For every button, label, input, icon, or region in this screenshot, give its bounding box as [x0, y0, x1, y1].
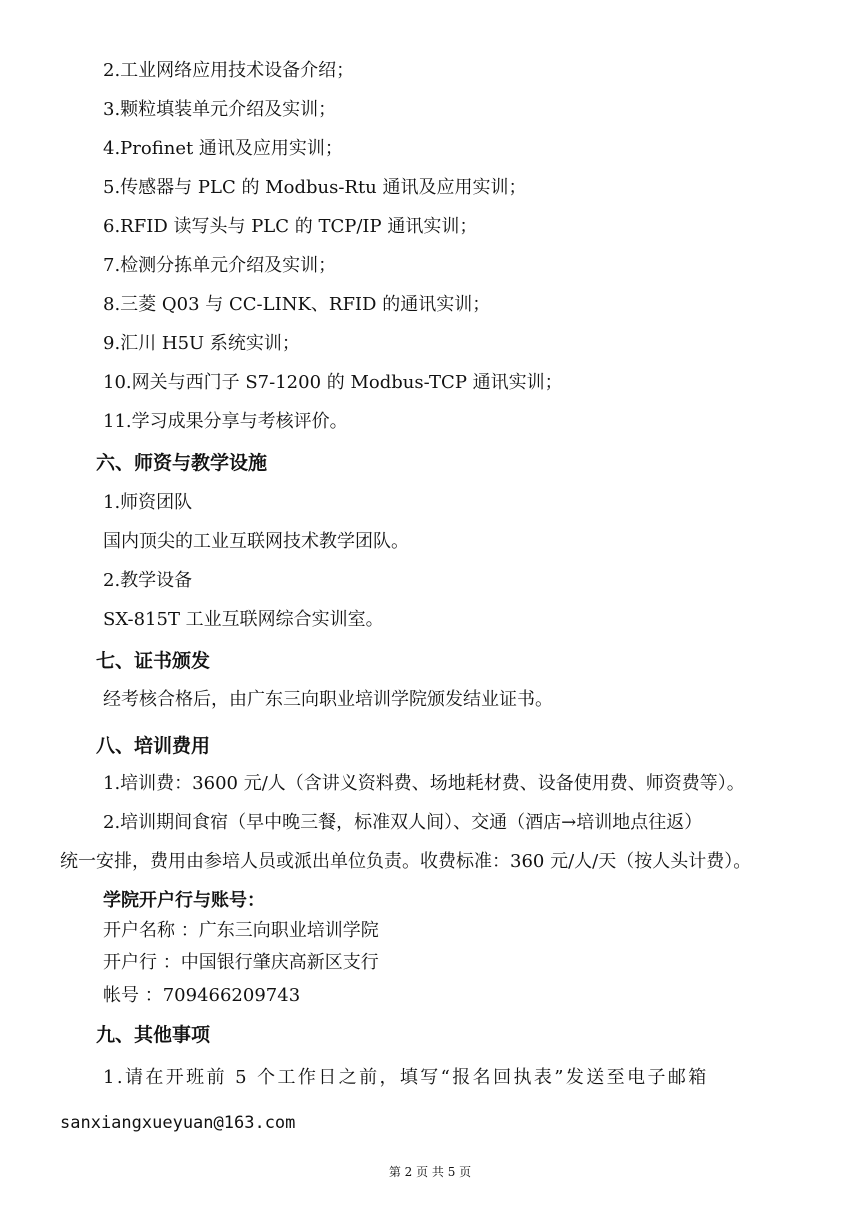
- bank-account-name: 开户名称 ：广东三向职业培训学院: [103, 920, 379, 941]
- section-heading-other: 九、其他事项: [96, 1024, 211, 1046]
- page-number: 第 2 页 共 5 页: [388, 1165, 472, 1179]
- list-item: 3.颗粒填装单元介绍及实训；: [103, 99, 337, 120]
- paragraph: 国内顶尖的工业互联网技术教学团队。: [103, 531, 409, 552]
- bank-name: 开户行 ：中国银行肇庆高新区支行: [103, 952, 379, 973]
- list-item: 5.传感器与 PLC 的 Modbus-Rtu 通讯及应用实训；: [103, 177, 527, 198]
- paragraph: SX-815T 工业互联网综合实训室。: [103, 609, 384, 630]
- list-item: 9.汇川 H5U 系统实训；: [103, 333, 300, 354]
- subsection-title: 1.师资团队: [103, 492, 193, 513]
- list-item: 10.网关与西门子 S7-1200 的 Modbus-TCP 通讯实训；: [103, 372, 563, 393]
- paragraph: 2.培训期间食宿（早中晚三餐，标准双人间）、交通（酒店→培训地点往返）: [103, 812, 703, 833]
- list-item: 11.学习成果分享与考核评价。: [103, 411, 348, 432]
- section-heading-faculty: 六、师资与教学设施: [96, 452, 268, 474]
- email-address: sanxiangxueyuan@163.com: [60, 1113, 296, 1133]
- paragraph: 统一安排，费用由参培人员或派出单位负责。收费标准：360 元/人/天（按人头计费）。: [60, 851, 752, 872]
- section-heading-fees: 八、培训费用: [96, 735, 211, 757]
- paragraph: 1.请在开班前 5 个工作日之前，填写“报名回执表”发送至电子邮箱: [103, 1067, 709, 1088]
- list-item: 8.三菱 Q03 与 CC-LINK、RFID 的通讯实训；: [103, 294, 491, 315]
- list-item: 4.Profinet 通讯及应用实训；: [103, 138, 343, 159]
- list-item: 6.RFID 读写头与 PLC 的 TCP/IP 通讯实训；: [103, 216, 478, 237]
- section-heading-certificate: 七、证书颁发: [96, 650, 211, 672]
- paragraph: 经考核合格后，由广东三向职业培训学院颁发结业证书。: [103, 689, 553, 710]
- list-item: 7.检测分拣单元介绍及实训；: [103, 255, 337, 276]
- subsection-title: 2.教学设备: [103, 570, 193, 591]
- bank-account-number: 帐号 ：709466209743: [103, 985, 301, 1006]
- list-item: 2.工业网络应用技术设备介绍；: [103, 60, 355, 81]
- paragraph: 1.培训费：3600 元/人（含讲义资料费、场地耗材费、设备使用费、师资费等）。: [103, 773, 745, 794]
- bank-heading: 学院开户行与账号：: [103, 890, 265, 911]
